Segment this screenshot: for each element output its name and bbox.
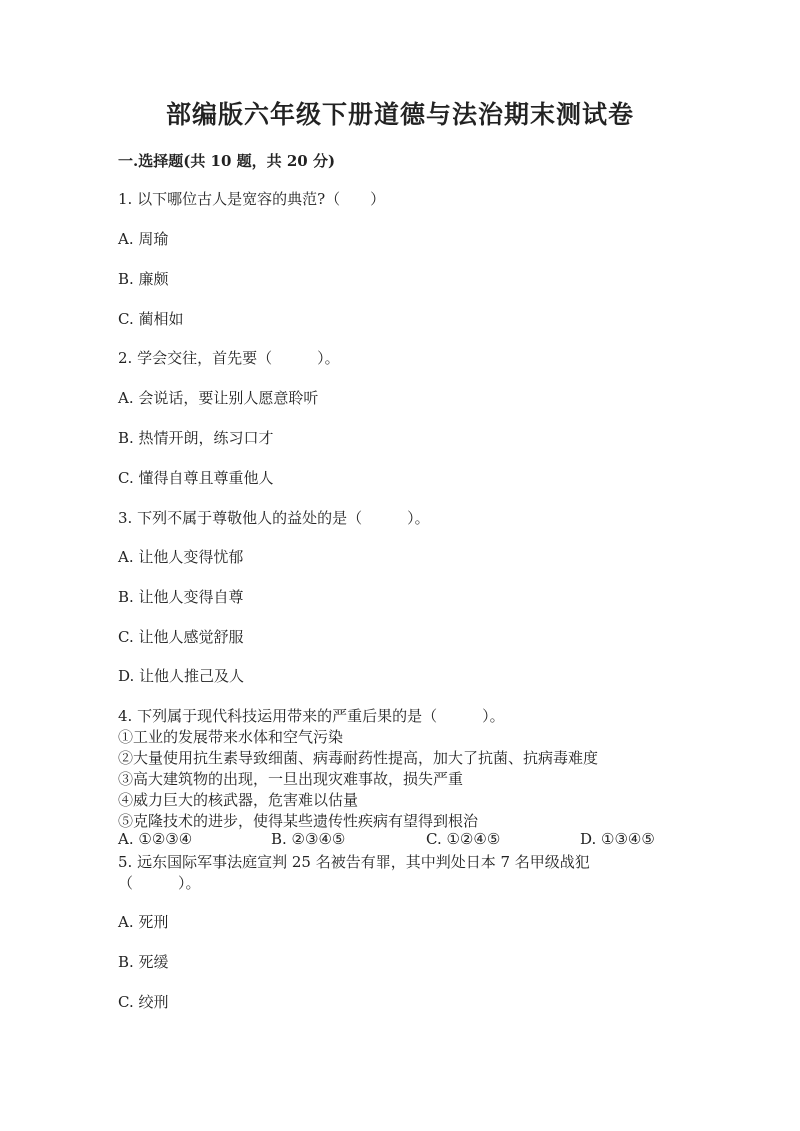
question-5-option-b: B. 死缓	[118, 953, 169, 971]
question-1-option-a: A. 周瑜	[118, 230, 169, 248]
question-2-stem: 2. 学会交往，首先要（ ）。	[118, 349, 340, 367]
question-2-option-c: C. 懂得自尊且尊重他人	[118, 469, 274, 487]
question-3-option-c: C. 让他人感觉舒服	[118, 628, 244, 646]
question-3-stem: 3. 下列不属于尊敬他人的益处的是（ ）。	[118, 509, 430, 527]
question-4-option-c: C. ①②④⑤	[426, 830, 501, 848]
question-4-statement-5: ⑤克隆技术的进步，使得某些遗传性疾病有望得到根治	[118, 812, 479, 830]
question-2-option-b: B. 热情开朗，练习口才	[118, 429, 274, 447]
question-3-option-d: D. 让他人推己及人	[118, 667, 245, 685]
question-5-option-a: A. 死刑	[118, 913, 169, 931]
question-4-option-b: B. ②③④⑤	[271, 830, 346, 848]
question-2-option-a: A. 会说话，要让别人愿意聆听	[118, 389, 319, 407]
question-1-stem: 1. 以下哪位古人是宽容的典范?（ ）	[118, 190, 386, 208]
question-4-option-a: A. ①②③④	[118, 830, 193, 848]
question-5-stem: 5. 远东国际军事法庭宣判 25 名被告有罪，其中判处日本 7 名甲级战犯	[118, 853, 590, 871]
question-1-option-c: C. 蔺相如	[118, 310, 184, 328]
section-heading: 一.选择题(共 10 题，共 20 分)	[118, 152, 336, 170]
question-4-statement-3: ③高大建筑物的出现，一旦出现灾难事故，损失严重	[118, 770, 464, 788]
question-4-option-d: D. ①③④⑤	[580, 830, 655, 848]
question-1-option-b: B. 廉颇	[118, 270, 169, 288]
question-3-option-b: B. 让他人变得自尊	[118, 588, 244, 606]
document-title: 部编版六年级下册道德与法治期末测试卷	[165, 100, 634, 129]
question-3-option-a: A. 让他人变得忧郁	[118, 548, 244, 566]
question-4-statement-1: ①工业的发展带来水体和空气污染	[118, 728, 344, 746]
question-4-statement-2: ②大量使用抗生素导致细菌、病毒耐药性提高，加大了抗菌、抗病毒难度	[118, 749, 599, 767]
question-4-statement-4: ④威力巨大的核武器，危害难以估量	[118, 791, 359, 809]
question-5-stem-continued: （ ）。	[118, 874, 201, 892]
question-5-option-c: C. 绞刑	[118, 993, 169, 1011]
question-4-stem: 4. 下列属于现代科技运用带来的严重后果的是（ ）。	[118, 707, 505, 725]
